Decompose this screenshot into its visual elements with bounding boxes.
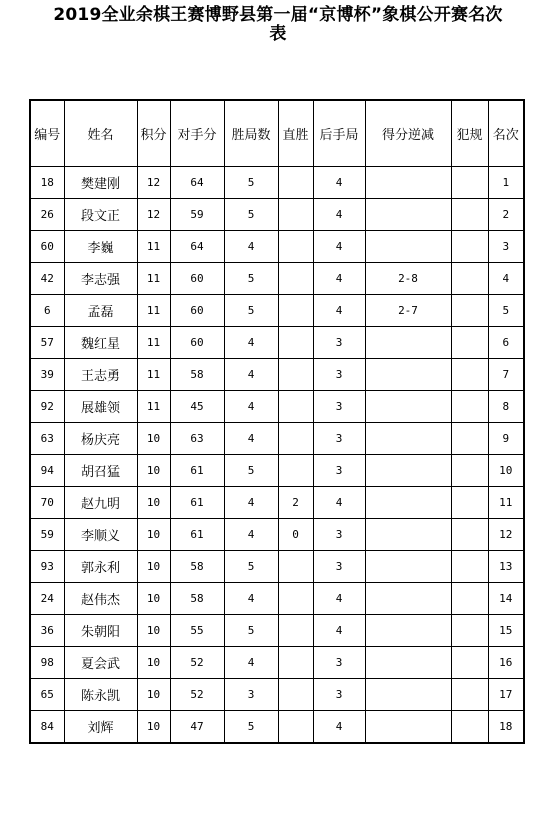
cell-name: 李顺义 xyxy=(64,519,137,551)
cell-direct-win xyxy=(278,231,313,263)
cell-opponent-score: 45 xyxy=(170,391,224,423)
cell-opponent-score: 58 xyxy=(170,583,224,615)
cell-name: 朱朝阳 xyxy=(64,615,137,647)
cell-second-move-games: 3 xyxy=(313,391,365,423)
page-title xyxy=(0,6,556,44)
cell-rank: 18 xyxy=(488,711,524,744)
cell-reverse-score xyxy=(365,487,451,519)
cell-direct-win xyxy=(278,391,313,423)
cell-fouls xyxy=(451,519,488,551)
cell-direct-win xyxy=(278,167,313,199)
cell-reverse-score xyxy=(365,679,451,711)
cell-second-move-games: 4 xyxy=(313,231,365,263)
table-row xyxy=(30,423,524,455)
table-row xyxy=(30,583,524,615)
cell-direct-win xyxy=(278,263,313,295)
cell-no: 98 xyxy=(30,647,64,679)
cell-reverse-score xyxy=(365,359,451,391)
cell-fouls xyxy=(451,423,488,455)
cell-rank: 1 xyxy=(488,167,524,199)
cell-rank: 5 xyxy=(488,295,524,327)
cell-fouls xyxy=(451,487,488,519)
cell-score: 10 xyxy=(137,487,170,519)
cell-fouls xyxy=(451,583,488,615)
cell-no: 84 xyxy=(30,711,64,744)
cell-name: 夏会武 xyxy=(64,647,137,679)
table-row xyxy=(30,391,524,423)
table-row xyxy=(30,359,524,391)
cell-fouls xyxy=(451,455,488,487)
table-row xyxy=(30,167,524,199)
cell-rank: 4 xyxy=(488,263,524,295)
cell-wins: 5 xyxy=(224,167,278,199)
cell-name: 王志勇 xyxy=(64,359,137,391)
cell-fouls xyxy=(451,391,488,423)
cell-opponent-score: 61 xyxy=(170,519,224,551)
cell-reverse-score xyxy=(365,423,451,455)
cell-second-move-games: 3 xyxy=(313,647,365,679)
cell-score: 11 xyxy=(137,391,170,423)
cell-direct-win xyxy=(278,327,313,359)
cell-direct-win xyxy=(278,647,313,679)
table-row xyxy=(30,711,524,744)
cell-rank: 15 xyxy=(488,615,524,647)
cell-second-move-games: 3 xyxy=(313,551,365,583)
header-cell-direct-win: 直胜 xyxy=(278,100,313,167)
cell-wins: 4 xyxy=(224,231,278,263)
cell-score: 11 xyxy=(137,295,170,327)
cell-no: 6 xyxy=(30,295,64,327)
cell-name: 陈永凯 xyxy=(64,679,137,711)
header-cell-rank: 名次 xyxy=(488,100,524,167)
cell-second-move-games: 3 xyxy=(313,519,365,551)
cell-no: 42 xyxy=(30,263,64,295)
cell-reverse-score xyxy=(365,231,451,263)
cell-reverse-score xyxy=(365,551,451,583)
cell-fouls xyxy=(451,263,488,295)
cell-name: 赵九明 xyxy=(64,487,137,519)
header-cell-opponent-score: 对手分 xyxy=(170,100,224,167)
header-cell-no: 编号 xyxy=(30,100,64,167)
title-line-2: 表 xyxy=(269,24,287,44)
cell-opponent-score: 52 xyxy=(170,679,224,711)
cell-opponent-score: 60 xyxy=(170,263,224,295)
cell-no: 18 xyxy=(30,167,64,199)
cell-no: 93 xyxy=(30,551,64,583)
table-row xyxy=(30,263,524,295)
cell-reverse-score xyxy=(365,327,451,359)
cell-reverse-score xyxy=(365,647,451,679)
cell-rank: 9 xyxy=(488,423,524,455)
cell-no: 70 xyxy=(30,487,64,519)
cell-name: 刘辉 xyxy=(64,711,137,744)
cell-wins: 5 xyxy=(224,551,278,583)
cell-opponent-score: 55 xyxy=(170,615,224,647)
cell-no: 65 xyxy=(30,679,64,711)
cell-reverse-score xyxy=(365,199,451,231)
cell-no: 63 xyxy=(30,423,64,455)
cell-reverse-score xyxy=(365,711,451,744)
cell-score: 10 xyxy=(137,455,170,487)
cell-second-move-games: 4 xyxy=(313,263,365,295)
cell-fouls xyxy=(451,615,488,647)
cell-fouls xyxy=(451,647,488,679)
cell-wins: 5 xyxy=(224,615,278,647)
cell-no: 94 xyxy=(30,455,64,487)
cell-opponent-score: 63 xyxy=(170,423,224,455)
cell-no: 57 xyxy=(30,327,64,359)
cell-fouls xyxy=(451,551,488,583)
table-row xyxy=(30,199,524,231)
cell-reverse-score xyxy=(365,167,451,199)
table-row xyxy=(30,231,524,263)
cell-direct-win xyxy=(278,679,313,711)
cell-name: 樊建刚 xyxy=(64,167,137,199)
results-table xyxy=(29,99,525,744)
header-cell-wins: 胜局数 xyxy=(224,100,278,167)
cell-opponent-score: 58 xyxy=(170,359,224,391)
cell-rank: 8 xyxy=(488,391,524,423)
cell-opponent-score: 64 xyxy=(170,231,224,263)
cell-direct-win xyxy=(278,455,313,487)
header-cell-second-move-games: 后手局 xyxy=(313,100,365,167)
cell-name: 段文正 xyxy=(64,199,137,231)
cell-name: 胡召猛 xyxy=(64,455,137,487)
cell-opponent-score: 59 xyxy=(170,199,224,231)
cell-name: 李志强 xyxy=(64,263,137,295)
cell-direct-win xyxy=(278,359,313,391)
cell-second-move-games: 3 xyxy=(313,359,365,391)
cell-opponent-score: 61 xyxy=(170,455,224,487)
cell-reverse-score: 2-8 xyxy=(365,263,451,295)
cell-direct-win xyxy=(278,551,313,583)
cell-reverse-score xyxy=(365,455,451,487)
table-row xyxy=(30,679,524,711)
cell-no: 60 xyxy=(30,231,64,263)
header-cell-name: 姓名 xyxy=(64,100,137,167)
cell-opponent-score: 60 xyxy=(170,295,224,327)
cell-direct-win: 2 xyxy=(278,487,313,519)
cell-second-move-games: 4 xyxy=(313,583,365,615)
cell-name: 魏红星 xyxy=(64,327,137,359)
cell-score: 10 xyxy=(137,679,170,711)
cell-name: 郭永利 xyxy=(64,551,137,583)
cell-second-move-games: 4 xyxy=(313,199,365,231)
cell-no: 36 xyxy=(30,615,64,647)
cell-wins: 4 xyxy=(224,423,278,455)
cell-direct-win: 0 xyxy=(278,519,313,551)
cell-wins: 4 xyxy=(224,327,278,359)
cell-reverse-score xyxy=(365,519,451,551)
cell-name: 杨庆亮 xyxy=(64,423,137,455)
cell-rank: 3 xyxy=(488,231,524,263)
cell-second-move-games: 4 xyxy=(313,711,365,744)
cell-opponent-score: 61 xyxy=(170,487,224,519)
cell-fouls xyxy=(451,231,488,263)
cell-second-move-games: 3 xyxy=(313,327,365,359)
cell-second-move-games: 4 xyxy=(313,295,365,327)
cell-wins: 4 xyxy=(224,391,278,423)
cell-second-move-games: 4 xyxy=(313,487,365,519)
cell-wins: 3 xyxy=(224,679,278,711)
cell-fouls xyxy=(451,327,488,359)
table-row xyxy=(30,551,524,583)
cell-wins: 5 xyxy=(224,711,278,744)
cell-wins: 5 xyxy=(224,455,278,487)
cell-fouls xyxy=(451,199,488,231)
cell-name: 赵伟杰 xyxy=(64,583,137,615)
cell-score: 12 xyxy=(137,167,170,199)
table-row xyxy=(30,647,524,679)
cell-opponent-score: 47 xyxy=(170,711,224,744)
cell-no: 39 xyxy=(30,359,64,391)
cell-name: 李巍 xyxy=(64,231,137,263)
cell-score: 11 xyxy=(137,359,170,391)
cell-second-move-games: 3 xyxy=(313,455,365,487)
table-row xyxy=(30,295,524,327)
cell-opponent-score: 52 xyxy=(170,647,224,679)
cell-rank: 7 xyxy=(488,359,524,391)
cell-score: 10 xyxy=(137,519,170,551)
cell-direct-win xyxy=(278,711,313,744)
cell-direct-win xyxy=(278,615,313,647)
cell-name: 展雄领 xyxy=(64,391,137,423)
table-header-row xyxy=(30,100,524,167)
cell-rank: 10 xyxy=(488,455,524,487)
cell-score: 11 xyxy=(137,263,170,295)
cell-wins: 5 xyxy=(224,199,278,231)
cell-opponent-score: 58 xyxy=(170,551,224,583)
cell-score: 10 xyxy=(137,615,170,647)
cell-opponent-score: 60 xyxy=(170,327,224,359)
cell-score: 10 xyxy=(137,583,170,615)
table-row xyxy=(30,487,524,519)
cell-score: 10 xyxy=(137,551,170,583)
cell-second-move-games: 4 xyxy=(313,167,365,199)
cell-wins: 4 xyxy=(224,647,278,679)
header-cell-score: 积分 xyxy=(137,100,170,167)
cell-score: 11 xyxy=(137,231,170,263)
cell-reverse-score xyxy=(365,583,451,615)
cell-no: 92 xyxy=(30,391,64,423)
table-row xyxy=(30,615,524,647)
results-table-container xyxy=(29,99,525,797)
title-line-1: 2019全业余棋王赛博野县第一届“京博杯”象棋公开赛名次 xyxy=(53,5,503,25)
cell-reverse-score xyxy=(365,391,451,423)
cell-score: 10 xyxy=(137,423,170,455)
cell-direct-win xyxy=(278,423,313,455)
cell-wins: 4 xyxy=(224,583,278,615)
cell-wins: 5 xyxy=(224,263,278,295)
cell-rank: 14 xyxy=(488,583,524,615)
cell-second-move-games: 4 xyxy=(313,615,365,647)
table-row xyxy=(30,519,524,551)
cell-opponent-score: 64 xyxy=(170,167,224,199)
cell-wins: 4 xyxy=(224,359,278,391)
cell-fouls xyxy=(451,359,488,391)
cell-direct-win xyxy=(278,583,313,615)
cell-fouls xyxy=(451,295,488,327)
cell-direct-win xyxy=(278,295,313,327)
cell-no: 59 xyxy=(30,519,64,551)
cell-score: 11 xyxy=(137,327,170,359)
cell-wins: 4 xyxy=(224,519,278,551)
cell-no: 26 xyxy=(30,199,64,231)
cell-wins: 5 xyxy=(224,295,278,327)
cell-rank: 17 xyxy=(488,679,524,711)
table-row xyxy=(30,455,524,487)
cell-score: 12 xyxy=(137,199,170,231)
cell-second-move-games: 3 xyxy=(313,423,365,455)
cell-fouls xyxy=(451,679,488,711)
cell-second-move-games: 3 xyxy=(313,679,365,711)
header-cell-fouls: 犯规 xyxy=(451,100,488,167)
cell-score: 10 xyxy=(137,647,170,679)
cell-wins: 4 xyxy=(224,487,278,519)
cell-rank: 13 xyxy=(488,551,524,583)
cell-rank: 11 xyxy=(488,487,524,519)
header-cell-reverse-score: 得分逆减 xyxy=(365,100,451,167)
cell-no: 24 xyxy=(30,583,64,615)
cell-rank: 2 xyxy=(488,199,524,231)
cell-rank: 16 xyxy=(488,647,524,679)
cell-name: 孟磊 xyxy=(64,295,137,327)
table-row xyxy=(30,327,524,359)
cell-direct-win xyxy=(278,199,313,231)
cell-rank: 6 xyxy=(488,327,524,359)
cell-score: 10 xyxy=(137,711,170,744)
cell-fouls xyxy=(451,711,488,744)
cell-rank: 12 xyxy=(488,519,524,551)
cell-fouls xyxy=(451,167,488,199)
cell-reverse-score xyxy=(365,615,451,647)
cell-reverse-score: 2-7 xyxy=(365,295,451,327)
